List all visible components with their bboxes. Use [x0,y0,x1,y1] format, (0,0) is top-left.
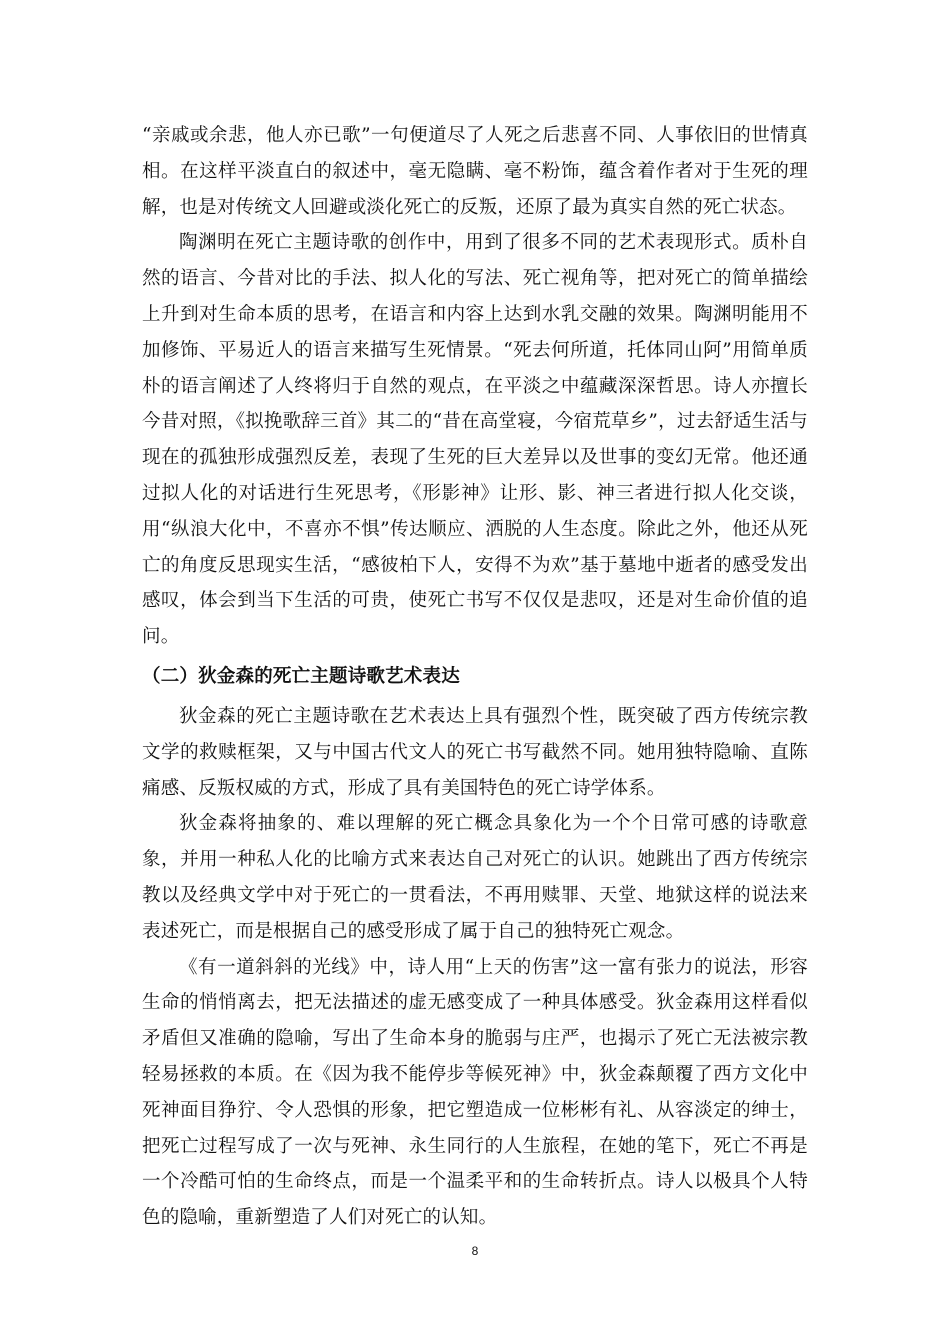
paragraph-tao-yuanming-art: 陶渊明在死亡主题诗歌的创作中，用到了很多不同的艺术表现形式。质朴自然的语言、今昔对比的手法、拟人化的写法、死亡视角等，把对死亡的简单描绘上升到对生命本质的思考，在语言和内容上达到水乳交融的效果。陶渊明能用不加修饰、平易近人的语言来描写生死情景。“死去何所道，托体同山阿”用简单质朴的语言阐述了人终将归于自然的观点，在平淡之中蕴藏深深哲思。诗人亦擅长今昔对照，《拟挽歌辞三首》其二的“昔在高堂寝，今宿荒草乡”，过去舒适生活与现在的孤独形成强烈反差，表现了生死的巨大差异以及世事的变幻无常。他还通过拟人化的对话进行生死思考，《形影神》让形、影、神三者进行拟人化交谈，用“纵浪大化中，不喜亦不惧”传达顺应、洒脱的人生态度。除此之外，他还从死亡的角度反思现实生活，“感彼柏下人，安得不为欢”基于墓地中逝者的感受发出感叹，体会到当下生活的可贵，使死亡书写不仅仅是悲叹，还是对生命价值的追问。 [142,232,808,648]
page-body [142,118,808,1236]
paragraph-dickinson-overview: 狄金森的死亡主题诗歌在艺术表达上具有强烈个性，既突破了西方传统宗教文学的救赎框架，又与中国古代文人的死亡书写截然不同。她用独特隐喻、直陈痛感、反叛权威的方式，形成了具有美国特色的死亡诗学体系。 [142,705,808,799]
paragraph-continuation: “亲戚或余悲，他人亦已歌”一句便道尽了人死之后悲喜不同、人事依旧的世情真相。在这样平淡直白的叙述中，毫无隐瞒、毫不粉饰，蕴含着作者对于生死的理解，也是对传统文人回避或淡化死亡的反叛，还原了最为真实自然的死亡状态。 [142,125,808,218]
paragraph-dickinson-poems: 《有一道斜斜的光线》中，诗人用“上天的伤害”这一富有张力的说法，形容生命的悄悄离去，把无法描述的虚无感变成了一种具体感受。狄金森用这样看似矛盾但又准确的隐喻，写出了生命本身的脆弱与庄严，也揭示了死亡无法被宗教轻易拯救的本质。在《因为我不能停步等候死神》中，狄金森颠覆了西方文化中死神面目狰狞、令人恐惧的形象，把它塑造成一位彬彬有礼、从容淡定的绅士，把死亡过程写成了一次与死神、永生同行的人生旅程，在她的笔下，死亡不再是一个冷酷可怕的生命终点，而是一个温柔平和的生命转折点。诗人以极具个人特色的隐喻，重新塑造了人们对死亡的认知。 [142,956,808,1229]
paragraph-dickinson-imagery: 狄金森将抽象的、难以理解的死亡概念具象化为一个个日常可感的诗歌意象，并用一种私人化的比喻方式来表达自己对死亡的认识。她跳出了西方传统宗教以及经典文学中对于死亡的一贯看法，不再用赎罪、天堂、地狱这样的说法来表述死亡，而是根据自己的感受形成了属于自己的独特死亡观念。 [142,813,808,942]
page-number: 8 [471,1244,479,1258]
section-heading: （二）狄金森的死亡主题诗歌艺术表达 [142,665,460,687]
